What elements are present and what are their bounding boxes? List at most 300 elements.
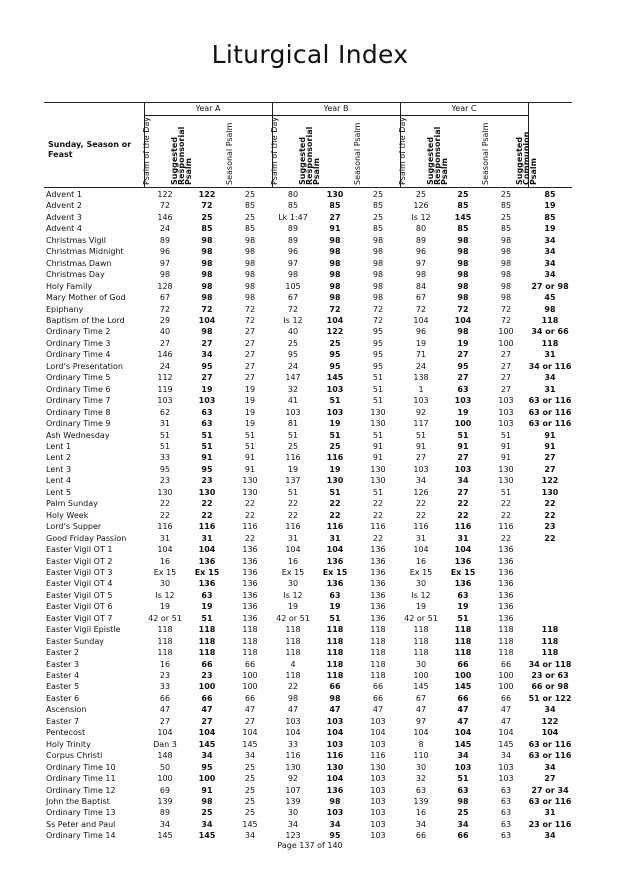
cell-c-seasonal: 63 [500, 785, 512, 795]
cell-c-responsorial: 22 [457, 499, 469, 509]
cell-b-psalm-of-day: 25 [287, 441, 299, 451]
cell-a-responsorial: 34 [201, 350, 213, 360]
cell-c-psalm-of-day: 92 [415, 407, 427, 417]
table-row [46, 407, 572, 418]
table-row [46, 384, 572, 395]
cell-c-seasonal: 27 [500, 361, 512, 371]
cell-b-responsorial: 66 [329, 682, 341, 692]
cell-c-seasonal: 103 [498, 762, 514, 772]
table-row [46, 647, 572, 658]
cell-communion: 63 or 116 [528, 739, 572, 749]
cell-c-psalm-of-day: 97 [415, 716, 427, 726]
cell-c-seasonal: 22 [500, 499, 512, 509]
table-row [46, 258, 572, 269]
cell-a-psalm-of-day: 29 [159, 315, 171, 325]
cell-b-psalm-of-day: 89 [287, 224, 299, 234]
cell-b-psalm-of-day: 95 [287, 350, 299, 360]
cell-b-psalm-of-day: 33 [287, 739, 299, 749]
cell-b-responsorial: 122 [326, 327, 344, 337]
cell-b-responsorial: 136 [326, 556, 344, 566]
cell-b-seasonal: 25 [372, 190, 384, 199]
cell-communion: 34 or 66 [531, 327, 569, 337]
cell-a-responsorial: 98 [201, 293, 213, 303]
cell-b-seasonal: 91 [372, 441, 384, 451]
cell-a-responsorial: 19 [201, 602, 213, 612]
cell-c-responsorial: 118 [454, 648, 472, 658]
cell-b-seasonal: 103 [370, 808, 386, 818]
cell-c-responsorial: Ex 15 [450, 567, 476, 577]
cell-a-psalm-of-day: 24 [159, 224, 171, 234]
cell-b-responsorial: 63 [329, 590, 341, 600]
cell-b-psalm-of-day: 147 [285, 373, 301, 383]
cell-c-responsorial: 51 [457, 613, 469, 623]
cell-a-responsorial: 23 [201, 671, 213, 681]
cell-b-seasonal: 25 [372, 212, 384, 222]
table-row [46, 578, 572, 589]
cell-a-psalm-of-day: 23 [159, 671, 171, 681]
cell-b-psalm-of-day: 81 [287, 419, 299, 429]
cell-communion: 45 [544, 293, 556, 303]
table-row [46, 727, 572, 738]
cell-c-psalm-of-day: 67 [415, 293, 427, 303]
cell-b-responsorial: 98 [329, 247, 341, 257]
cell-c-seasonal: 22 [500, 533, 512, 543]
cell-c-psalm-of-day: Is 12 [411, 212, 431, 222]
cell-communion: 34 [544, 235, 556, 245]
cell-a-psalm-of-day: 119 [157, 384, 173, 394]
cell-c-seasonal: 27 [500, 384, 512, 394]
cell-c-responsorial: 145 [454, 682, 472, 692]
cell-a-seasonal: 98 [244, 270, 256, 280]
table-row [46, 326, 572, 337]
cell-communion: 27 [544, 774, 556, 784]
cell-c-responsorial: 145 [454, 739, 472, 749]
cell-a-psalm-of-day: 27 [159, 338, 171, 348]
cell-c-seasonal: 130 [498, 476, 514, 486]
cell-a-psalm-of-day: 130 [157, 487, 173, 497]
table-row [46, 590, 572, 601]
cell-b-psalm-of-day: 130 [285, 762, 301, 772]
cell-a-psalm-of-day: 146 [157, 212, 173, 222]
cell-b-psalm-of-day: 51 [287, 487, 299, 497]
cell-c-responsorial: 103 [454, 464, 472, 474]
cell-a-psalm-of-day: 72 [159, 201, 171, 211]
cell-b-responsorial: 72 [329, 304, 341, 314]
cell-a-seasonal: 136 [242, 545, 258, 555]
cell-a-seasonal: 66 [244, 659, 256, 669]
cell-communion: 118 [541, 625, 559, 635]
cell-c-responsorial: 104 [454, 315, 472, 325]
cell-c-psalm-of-day: 89 [415, 235, 427, 245]
cell-a-responsorial: 72 [201, 304, 213, 314]
table-row [46, 418, 572, 429]
cell-b-psalm-of-day: 72 [287, 304, 299, 314]
cell-a-seasonal: 51 [244, 441, 256, 451]
cell-c-seasonal: 47 [500, 716, 512, 726]
cell-a-responsorial: 136 [198, 556, 216, 566]
cell-a-seasonal: 27 [244, 373, 256, 383]
cell-communion: 19 [544, 224, 556, 234]
table-row [46, 281, 572, 292]
cell-a-seasonal: 116 [242, 522, 258, 532]
cell-b-psalm-of-day: 107 [285, 785, 301, 795]
cell-c-psalm-of-day: 34 [415, 819, 427, 829]
cell-c-responsorial: 63 [457, 590, 469, 600]
col-header-c-responsorial: Suggested Responsorial Psalm [426, 126, 449, 185]
cell-c-psalm-of-day: 42 or 51 [404, 613, 438, 623]
col-header-communion: Suggested Communion Psalm [515, 131, 538, 185]
cell-c-seasonal: 98 [500, 235, 512, 245]
cell-b-psalm-of-day: 96 [287, 247, 299, 257]
cell-communion: 23 or 63 [531, 671, 569, 681]
cell-a-responsorial: 91 [201, 453, 213, 463]
cell-c-responsorial: 47 [457, 705, 469, 715]
cell-a-responsorial: 98 [201, 281, 213, 291]
cell-communion: 34 [544, 258, 556, 268]
cell-b-seasonal: 51 [372, 487, 384, 497]
cell-c-responsorial: 103 [454, 762, 472, 772]
page-number: Page 137 of 140 [277, 841, 343, 850]
cell-b-seasonal: 136 [370, 567, 386, 577]
cell-b-responsorial: Ex 15 [322, 567, 348, 577]
year-a-label: Year A [144, 103, 272, 116]
cell-c-seasonal: 51 [500, 487, 512, 497]
cell-b-psalm-of-day: 67 [287, 293, 299, 303]
cell-a-seasonal: 136 [242, 579, 258, 589]
cell-b-seasonal: 130 [370, 419, 386, 429]
cell-b-responsorial: 47 [329, 705, 341, 715]
cell-b-responsorial: 98 [329, 235, 341, 245]
cell-a-psalm-of-day: 96 [159, 247, 171, 257]
cell-a-psalm-of-day: 89 [159, 808, 171, 818]
cell-b-responsorial: 104 [326, 545, 344, 555]
cell-b-psalm-of-day: 103 [285, 716, 301, 726]
cell-a-responsorial: 51 [201, 430, 213, 440]
year-b-label: Year B [272, 103, 400, 116]
cell-b-psalm-of-day: 98 [287, 270, 299, 280]
cell-b-seasonal: 118 [370, 625, 386, 635]
cell-c-psalm-of-day: 34 [415, 476, 427, 486]
cell-row-label: Easter 7 [46, 716, 80, 726]
cell-c-seasonal: 136 [498, 556, 514, 566]
cell-c-responsorial: 25 [457, 190, 469, 199]
cell-a-seasonal: 85 [244, 224, 256, 234]
cell-b-seasonal: 95 [372, 327, 384, 337]
cell-c-psalm-of-day: 139 [413, 797, 429, 807]
cell-a-seasonal: 19 [244, 384, 256, 394]
cell-b-psalm-of-day: 42 or 51 [276, 613, 310, 623]
table-row [46, 498, 572, 509]
cell-communion: 34 [544, 373, 556, 383]
cell-c-seasonal: 91 [500, 441, 512, 451]
cell-row-label: Ordinary Time 3 [46, 338, 111, 348]
cell-c-responsorial: 98 [457, 247, 469, 257]
cell-communion: 31 [544, 808, 556, 818]
col-header-a-seasonal: Seasonal Psalm [225, 122, 234, 185]
cell-a-seasonal: 91 [244, 464, 256, 474]
table-row [46, 189, 572, 200]
cell-a-seasonal: 27 [244, 338, 256, 348]
cell-row-label: Ss Peter and Paul [46, 819, 116, 829]
table-row [46, 223, 572, 234]
cell-c-psalm-of-day: 118 [413, 625, 429, 635]
cell-a-responsorial: 63 [201, 590, 213, 600]
cell-b-responsorial: 118 [326, 659, 344, 669]
cell-b-psalm-of-day: 40 [287, 327, 299, 337]
cell-c-psalm-of-day: 118 [413, 636, 429, 646]
cell-a-psalm-of-day: 146 [157, 350, 173, 360]
cell-a-seasonal: 136 [242, 556, 258, 566]
cell-c-psalm-of-day: 145 [413, 682, 429, 692]
cell-b-responsorial: 104 [326, 728, 344, 738]
cell-a-responsorial: 98 [201, 797, 213, 807]
cell-b-psalm-of-day: 116 [285, 751, 301, 761]
cell-c-responsorial: 103 [454, 396, 472, 406]
cell-a-responsorial: 27 [201, 716, 213, 726]
table-row [46, 624, 572, 635]
cell-communion: 34 [544, 762, 556, 772]
cell-communion: 22 [544, 499, 556, 509]
cell-a-seasonal: 130 [242, 487, 258, 497]
cell-a-seasonal: 19 [244, 396, 256, 406]
cell-row-label: Holy Week [46, 510, 89, 520]
table-row [46, 372, 572, 383]
cell-communion: 91 [544, 441, 556, 451]
cell-row-label: Epiphany [46, 304, 84, 314]
cell-c-responsorial: 63 [457, 785, 469, 795]
cell-c-seasonal: 104 [498, 728, 514, 738]
cell-row-label: Good Friday Passion [46, 533, 127, 543]
col-header-b-seasonal: Seasonal Psalm [353, 122, 362, 185]
cell-communion: 31 [544, 350, 556, 360]
cell-b-responsorial: 95 [329, 350, 341, 360]
cell-b-seasonal: 103 [370, 716, 386, 726]
table-row [46, 246, 572, 257]
cell-a-responsorial: Ex 15 [194, 567, 220, 577]
cell-c-psalm-of-day: 126 [413, 201, 429, 211]
cell-b-psalm-of-day: 118 [285, 636, 301, 646]
cell-communion [528, 590, 572, 601]
cell-communion: 118 [541, 338, 559, 348]
cell-a-psalm-of-day: 98 [159, 270, 171, 280]
cell-c-responsorial: 100 [454, 419, 472, 429]
cell-a-responsorial: 104 [198, 315, 216, 325]
cell-b-seasonal: 51 [372, 384, 384, 394]
cell-b-responsorial: 19 [329, 419, 341, 429]
table-row [46, 521, 572, 532]
table-row [46, 430, 572, 441]
cell-c-responsorial: 136 [454, 579, 472, 589]
cell-communion: 85 [544, 190, 556, 199]
cell-a-seasonal: 145 [242, 819, 258, 829]
cell-row-label: Ordinary Time 5 [46, 373, 111, 383]
cell-row-label: Christmas Vigil [46, 235, 106, 245]
cell-c-responsorial: 118 [454, 625, 472, 635]
cell-b-seasonal: 136 [370, 602, 386, 612]
cell-communion: 27 [544, 464, 556, 474]
cell-b-responsorial: 27 [329, 212, 341, 222]
cell-b-seasonal: 85 [372, 201, 384, 211]
cell-c-psalm-of-day: 96 [415, 327, 427, 337]
cell-b-psalm-of-day: 22 [287, 682, 299, 692]
cell-communion: 122 [541, 476, 559, 486]
cell-row-label: Ordinary Time 11 [46, 774, 116, 784]
table-row [46, 304, 572, 315]
cell-row-label: Ordinary Time 8 [46, 407, 111, 417]
cell-communion: 31 [544, 384, 556, 394]
cell-c-responsorial: 19 [457, 338, 469, 348]
cell-communion: 98 [544, 304, 556, 314]
cell-row-label: Easter 4 [46, 671, 80, 681]
cell-a-responsorial: 118 [198, 636, 216, 646]
cell-c-seasonal: 130 [498, 464, 514, 474]
cell-b-seasonal: 130 [370, 464, 386, 474]
cell-a-psalm-of-day: 118 [157, 648, 173, 658]
year-c-label: Year C [400, 103, 528, 116]
cell-c-psalm-of-day: 104 [413, 545, 429, 555]
cell-a-seasonal: 100 [242, 682, 258, 692]
cell-communion: 23 [544, 522, 556, 532]
cell-c-psalm-of-day: 104 [413, 728, 429, 738]
cell-row-label: Easter 3 [46, 659, 80, 669]
cell-a-psalm-of-day: 24 [159, 361, 171, 371]
cell-c-seasonal: 136 [498, 579, 514, 589]
cell-b-responsorial: 98 [329, 797, 341, 807]
cell-b-responsorial: 116 [326, 453, 344, 463]
table-row [46, 704, 572, 715]
cell-c-responsorial: 118 [454, 636, 472, 646]
cell-c-seasonal: 91 [500, 453, 512, 463]
cell-c-psalm-of-day: 126 [413, 487, 429, 497]
cell-communion [528, 613, 572, 624]
cell-a-seasonal: 91 [244, 453, 256, 463]
cell-b-seasonal: 22 [372, 510, 384, 520]
cell-a-psalm-of-day: 103 [157, 396, 173, 406]
cell-a-responsorial: 104 [198, 728, 216, 738]
cell-b-responsorial: 85 [329, 201, 341, 211]
cell-c-responsorial: 85 [457, 224, 469, 234]
cell-c-psalm-of-day: 98 [415, 270, 427, 280]
cell-a-seasonal: 118 [242, 625, 258, 635]
cell-c-psalm-of-day: 66 [415, 831, 427, 841]
cell-b-seasonal: 98 [372, 247, 384, 257]
cell-row-label: Easter Vigil OT 4 [46, 579, 113, 589]
cell-c-responsorial: 63 [457, 384, 469, 394]
cell-a-responsorial: 122 [198, 190, 216, 199]
cell-b-seasonal: 136 [370, 579, 386, 589]
cell-b-responsorial: 130 [326, 190, 344, 199]
cell-a-responsorial: 95 [201, 762, 213, 772]
cell-c-responsorial: 34 [457, 751, 469, 761]
cell-c-responsorial: 66 [457, 831, 469, 841]
cell-a-seasonal: 118 [242, 648, 258, 658]
cell-row-label: Ash Wednesday [46, 430, 110, 440]
cell-b-psalm-of-day: 85 [287, 201, 299, 211]
cell-c-responsorial: 98 [457, 270, 469, 280]
cell-a-seasonal: 145 [242, 739, 258, 749]
cell-communion: 104 [541, 728, 559, 738]
cell-b-psalm-of-day: 118 [285, 648, 301, 658]
table-row [46, 681, 572, 692]
cell-b-seasonal: 116 [370, 522, 386, 532]
cell-communion [528, 567, 572, 578]
table-row [46, 716, 572, 727]
cell-c-psalm-of-day: Is 12 [411, 590, 431, 600]
cell-a-psalm-of-day: Dan 3 [153, 739, 177, 749]
cell-b-psalm-of-day: 16 [287, 556, 299, 566]
cell-communion: 22 [544, 510, 556, 520]
cell-c-seasonal: 85 [500, 224, 512, 234]
cell-a-responsorial: 19 [201, 384, 213, 394]
cell-b-seasonal: 51 [372, 430, 384, 440]
cell-b-responsorial: 136 [326, 785, 344, 795]
cell-b-responsorial: 116 [326, 522, 344, 532]
cell-b-responsorial: 136 [326, 579, 344, 589]
cell-c-psalm-of-day: 80 [415, 224, 427, 234]
table-row [46, 750, 572, 761]
cell-a-psalm-of-day: 31 [159, 533, 171, 543]
table-row [46, 762, 572, 773]
cell-c-psalm-of-day: 31 [415, 533, 427, 543]
cell-b-psalm-of-day: 116 [285, 522, 301, 532]
cell-c-seasonal: 98 [500, 281, 512, 291]
cell-c-seasonal: 103 [498, 774, 514, 784]
cell-row-label: Advent 2 [46, 201, 82, 211]
cell-b-psalm-of-day: 139 [285, 797, 301, 807]
cell-b-psalm-of-day: 123 [285, 831, 301, 841]
cell-c-responsorial: 19 [457, 407, 469, 417]
cell-c-responsorial: 98 [457, 327, 469, 337]
cell-b-responsorial: 51 [329, 487, 341, 497]
cell-a-seasonal: 98 [244, 235, 256, 245]
cell-c-seasonal: 103 [498, 396, 514, 406]
cell-a-psalm-of-day: 95 [159, 464, 171, 474]
cell-a-responsorial: 100 [198, 774, 216, 784]
cell-a-psalm-of-day: 104 [157, 728, 173, 738]
cell-c-seasonal: 85 [500, 201, 512, 211]
cell-row-label: Ordinary Time 9 [46, 419, 111, 429]
cell-c-psalm-of-day: 25 [415, 190, 427, 199]
cell-a-seasonal: 51 [244, 430, 256, 440]
cell-row-label: Ordinary Time 12 [46, 785, 116, 795]
cell-a-seasonal: 27 [244, 327, 256, 337]
cell-b-psalm-of-day: 105 [285, 281, 301, 291]
cell-communion [528, 544, 572, 555]
cell-b-seasonal: 118 [370, 671, 386, 681]
cell-a-responsorial: 66 [201, 693, 213, 703]
cell-b-psalm-of-day: 104 [285, 728, 301, 738]
cell-communion: 27 or 34 [531, 785, 569, 795]
table-row [46, 544, 572, 555]
cell-c-responsorial: 98 [457, 797, 469, 807]
cell-b-seasonal: 72 [372, 315, 384, 325]
cell-c-responsorial: 66 [457, 659, 469, 669]
cell-b-psalm-of-day: 137 [285, 476, 301, 486]
cell-c-seasonal: 116 [498, 522, 514, 532]
cell-a-seasonal: 136 [242, 590, 258, 600]
cell-communion: 63 or 116 [528, 797, 572, 807]
cell-c-seasonal: 72 [500, 304, 512, 314]
cell-b-responsorial: 98 [329, 281, 341, 291]
cell-b-seasonal: 98 [372, 293, 384, 303]
cell-a-psalm-of-day: 122 [157, 190, 173, 199]
col-header-c-psalm-of-day: Psalm of the Day [398, 116, 407, 185]
table-row [46, 636, 572, 647]
cell-c-seasonal: 27 [500, 373, 512, 383]
cell-b-psalm-of-day: 97 [287, 258, 299, 268]
table-row [46, 819, 572, 830]
cell-a-seasonal: 25 [244, 190, 256, 199]
